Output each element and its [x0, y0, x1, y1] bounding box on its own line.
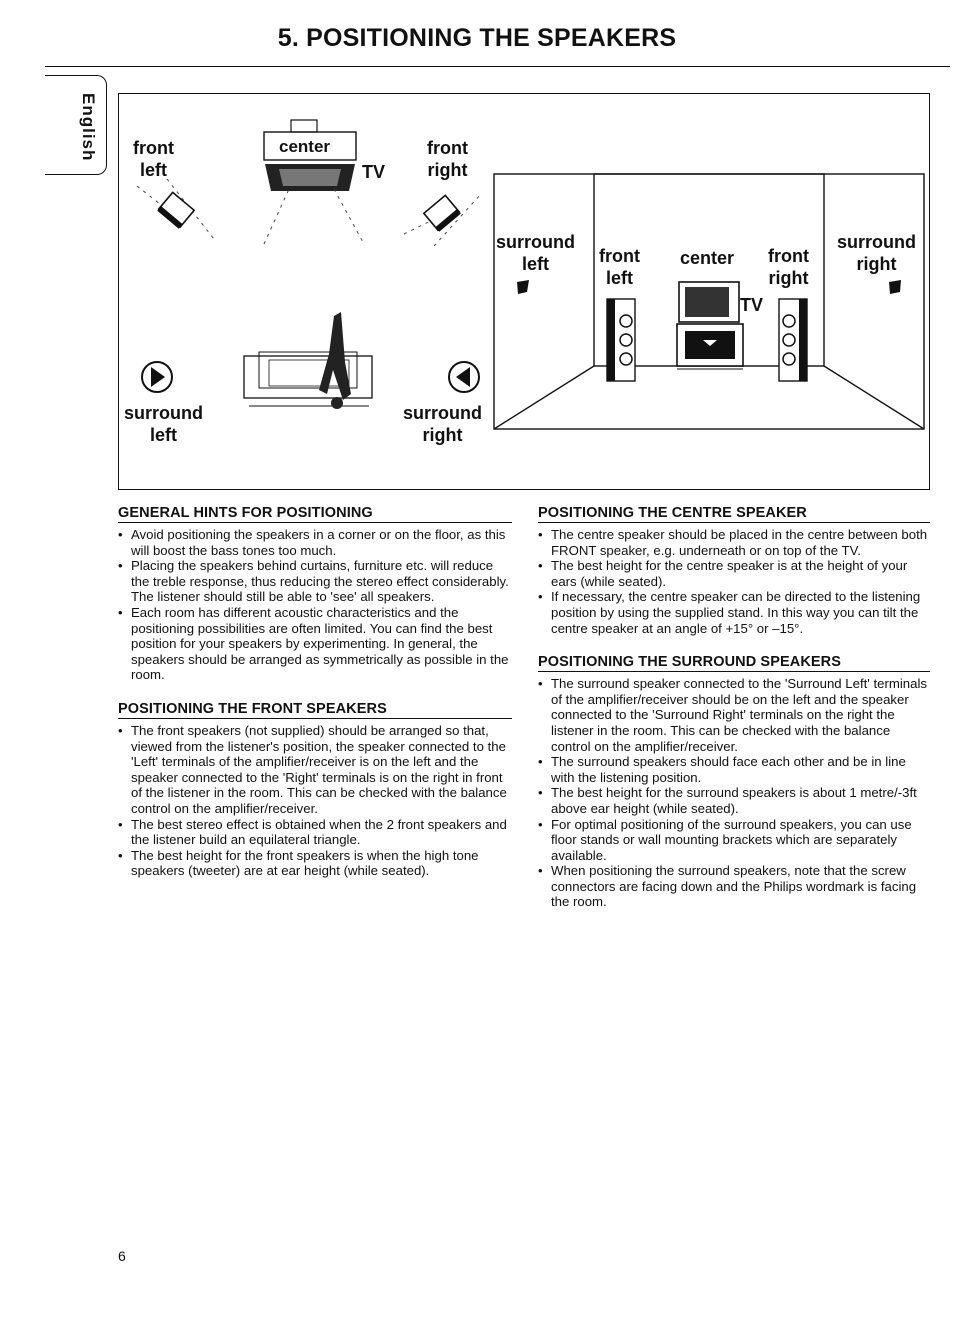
heading-centre-speaker: POSITIONING THE CENTRE SPEAKER: [538, 505, 930, 523]
list-item: • For optimal positioning of the surround speakers, you can use floor stands or wall mounting brackets which are separately available.: [538, 817, 930, 864]
list-item: • The best stereo effect is obtained when the 2 front speakers and the listener build an equilateral triangle.: [118, 817, 512, 848]
speaker-placement-illustration: [119, 94, 931, 491]
list-item: • Each room has different acoustic characteristics and the positioning possibilities are often limited. You can find the best position for your speakers by experimenting. In general, the speakers should be arranged as symmetrically as possible in the room.: [118, 605, 512, 683]
label-front-right: front right: [427, 138, 468, 180]
page-number: 6: [118, 1248, 126, 1264]
list-item: • The best height for the front speakers is when the high tone speakers (tweeter) are at ear height (while seated).: [118, 848, 512, 879]
list-general-hints: [118, 527, 512, 683]
room-front-left-speaker-icon: [607, 299, 635, 381]
language-tab-label: English: [79, 92, 98, 162]
list-centre-speaker: [538, 527, 930, 636]
list-item: • The surround speakers should face each other and be in line with the listening position.: [538, 754, 930, 785]
heading-front-speakers: POSITIONING THE FRONT SPEAKERS: [118, 701, 512, 719]
room-surround-right-speaker-icon: [889, 280, 901, 294]
surround-right-speaker-icon: [449, 362, 479, 392]
speaker-placement-figure: [118, 93, 930, 490]
front-left-speaker-icon: [157, 192, 194, 228]
list-item: • The centre speaker should be placed in the centre between both FRONT speaker, e.g. underneath or on top of the TV.: [538, 527, 930, 558]
front-right-speaker-icon: [424, 195, 461, 231]
list-item: • The best height for the surround speakers is about 1 metre/-3ft above ear height (while seated).: [538, 785, 930, 816]
list-item: • The front speakers (not supplied) should be arranged so that, viewed from the listener's position, the speaker connected to the 'Left' terminals of the amplifier/receiver is on the left and the speaker connected to the 'Right' terminals is on the right in front of the listener in the room. This can be checked with the balance control on the amplifier/receiver.: [118, 723, 512, 817]
list-item: • The best height for the centre speaker is at the height of your ears (while seated).: [538, 558, 930, 589]
list-front-speakers: [118, 723, 512, 879]
page-title: 5. POSITIONING THE SPEAKERS: [277, 24, 677, 52]
list-item: • The surround speaker connected to the 'Surround Left' terminals of the amplifier/receiver should be on the left and the speaker connected to the 'Surround Right' terminals on the right the listener in the room. This can be checked with the balance control on the amplifier/receiver.: [538, 676, 930, 754]
room-tv-icon: [677, 282, 743, 369]
label-surround-left: surround left: [124, 403, 203, 445]
title-rule: [45, 66, 950, 67]
list-surround-speakers: [538, 676, 930, 910]
heading-general-hints: GENERAL HINTS FOR POSITIONING: [118, 505, 512, 523]
room-label-surround-right: surround right: [837, 232, 916, 274]
label-tv: TV: [362, 162, 386, 182]
room-label-front-left: front left: [599, 246, 640, 288]
room-front-right-speaker-icon: [779, 299, 807, 381]
room-label-front-right: front right: [768, 246, 809, 288]
right-column: [538, 505, 930, 928]
label-front-left: front left: [133, 138, 174, 180]
list-item: • Placing the speakers behind curtains, furniture etc. will reduce the treble response, thus reducing the stereo effect considerably. The listener should still be able to 'see' all speakers.: [118, 558, 512, 605]
room-label-center: center: [680, 248, 735, 268]
left-column: [118, 505, 512, 897]
tv-icon: [265, 164, 355, 191]
surround-left-speaker-icon: [142, 362, 172, 392]
list-item: • Avoid positioning the speakers in a corner or on the floor, as this will boost the bass tones too much.: [118, 527, 512, 558]
list-item: • If necessary, the centre speaker can be directed to the listening position by using the supplied stand. In this way you can tilt the centre speaker at an angle of +15° or –15°.: [538, 589, 930, 636]
heading-surround-speakers: POSITIONING THE SURROUND SPEAKERS: [538, 654, 930, 672]
room-label-tv: TV: [740, 295, 764, 315]
sofa-with-listener-icon: [244, 312, 372, 409]
label-surround-right: surround right: [403, 403, 482, 445]
label-center: center: [279, 137, 331, 156]
room-surround-left-speaker-icon: [517, 280, 529, 294]
list-item: • When positioning the surround speakers, note that the screw connectors are facing down and the Philips wordmark is facing the room.: [538, 863, 930, 910]
room-label-surround-left: surround left: [496, 232, 575, 274]
